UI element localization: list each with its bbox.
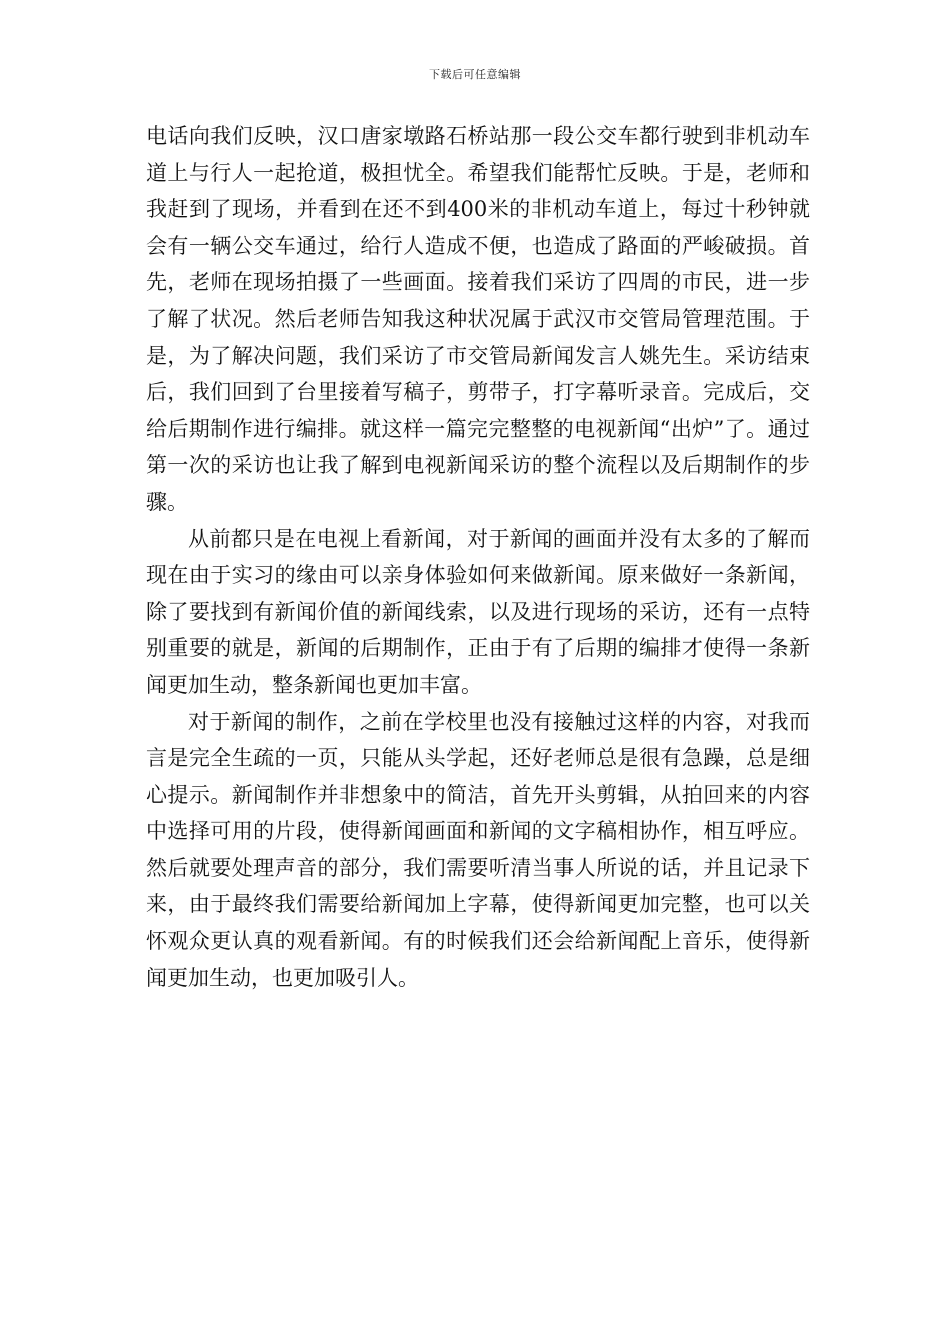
paragraph: 从前都只是在电视上看新闻，对于新闻的画面并没有太多的了解而现在由于实习的缘由可以亲身体验如何来做新闻。原来做好一条新闻，除了要找到有新闻价值的新闻线索，以及进行现场的采访，还有一点特别重要的就是，新闻的后期制作，正由于有了后期的编排才使得一条新闻更加生动，整条新闻也更加丰富。: [146, 526, 810, 697]
paragraph-continued: 电话向我们反映，汉口唐家墩路石桥站那一段公交车都行驶到非机动车道上与行人一起抢道，极担忧全。希望我们能帮忙反映。于是，老师和我赶到了现场，并看到在还不到400米的非机动车道上，每过十秒钟就会有一辆公交车通过，给行人造成不便，也造成了路面的严峻破损。首先，老师在现场拍摄了一些画面。接着我们采访了四周的市民，进一步了解了状况。然后老师告知我这种状况属于武汉市交管局管理范围。于是，为了解决问题，我们采访了市交管局新闻发言人姚先生。采访结束后，我们回到了台里接着写稿子，剪带子，打字幕听录音。完成后，交给后期制作进行编排。就这样一篇完完整整的电视新闻“出炉”了。通过第一次的采访也让我了解到电视新闻采访的整个流程以及后期制作的步骤。: [146, 124, 810, 514]
document-body: [146, 118, 810, 996]
page-header: 下载后可任意编辑: [429, 68, 521, 81]
paragraph: 对于新闻的制作，之前在学校里也没有接触过这样的内容，对我而言是完全生疏的一页，只能从头学起，还好老师总是很有急躁，总是细心提示。新闻制作并非想象中的简洁，首先开头剪辑，从拍回来的内容中选择可用的片段，使得新闻画面和新闻的文字稿相协作，相互呼应。然后就要处理声音的部分，我们需要听清当事人所说的话，并且记录下来，由于最终我们需要给新闻加上字幕，使得新闻更加完整，也可以关怀观众更认真的观看新闻。有的时候我们还会给新闻配上音乐，使得新闻更加生动，也更加吸引人。: [146, 709, 810, 990]
